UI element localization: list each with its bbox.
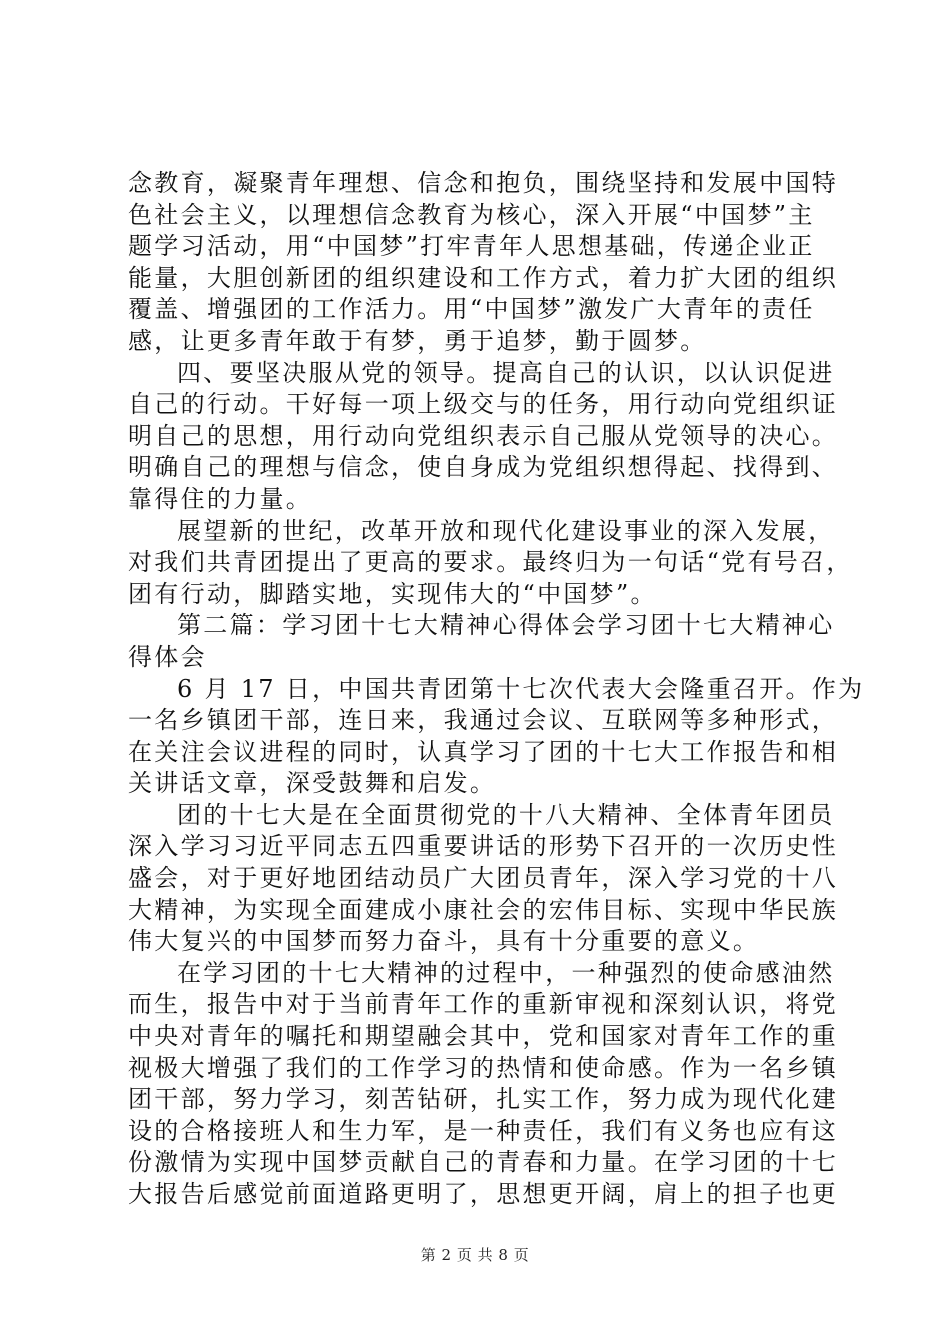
text-line: 设的合格接班人和生力军，是一种责任，我们有义务也应有这	[128, 1116, 839, 1145]
text-line: 深入学习习近平同志五四重要讲话的形势下召开的一次历史性	[128, 832, 839, 861]
text-line: 团有行动，脚踏实地，实现伟大的“中国梦”。	[128, 579, 657, 608]
page-footer: 第 2 页 共 8 页	[420, 1246, 530, 1264]
text-line: 感，让更多青年敢于有梦，勇于追梦，勤于圆梦。	[128, 326, 707, 355]
text-line: 念教育，凝聚青年理想、信念和抱负，围绕坚持和发展中国特	[128, 169, 839, 197]
text-line: 一名乡镇团干部，连日来，我通过会议、互联网等多种形式，	[128, 706, 839, 735]
text-line: 自己的行动。干好每一项上级交与的任务，用行动向党组织证	[128, 390, 839, 419]
text-line: 题学习活动，用“中国梦”打牢青年人思想基础，传递企业正	[128, 232, 815, 261]
text-line: 在学习团的十七大精神的过程中，一种强烈的使命感油然	[177, 958, 835, 987]
text-line: 份激情为实现中国梦贡献自己的青春和力量。在学习团的十七	[128, 1148, 839, 1177]
text-line: 在关注会议进程的同时，认真学习了团的十七大工作报告和相	[128, 737, 839, 766]
text-line: 而生，报告中对于当前青年工作的重新审视和深刻认识，将党	[128, 990, 839, 1019]
text-line: 团的十七大是在全面贯彻党的十八大精神、全体青年团员	[177, 800, 835, 829]
text-line: 四、要坚决服从党的领导。提高自己的认识，以认识促进	[177, 358, 835, 387]
text-line: 大报告后感觉前面道路更明了，思想更开阔，肩上的担子也更	[128, 1180, 839, 1208]
text-line: 盛会，对于更好地团结动员广大团员青年，深入学习党的十八	[128, 864, 839, 893]
text-line: 能量，大胆创新团的组织建设和工作方式，着力扩大团的组织	[128, 263, 839, 292]
text-line: 对我们共青团提出了更高的要求。最终归为一句话“党有号召，	[128, 548, 853, 577]
text-line: 6 月 17 日，中国共青团第十七次代表大会隆重召开。作为	[177, 674, 865, 703]
text-line: 展望新的世纪，改革开放和现代化建设事业的深入发展，	[177, 516, 835, 545]
text-line: 伟大复兴的中国梦而努力奋斗，具有十分重要的意义。	[128, 927, 760, 956]
text-line: 得体会	[128, 642, 207, 671]
text-line: 大精神，为实现全面建成小康社会的宏伟目标、实现中华民族	[128, 895, 839, 924]
text-line: 团干部，努力学习，刻苦钻研，扎实工作，努力成为现代化建	[128, 1085, 839, 1114]
text-line: 色社会主义，以理想信念教育为核心，深入开展“中国梦”主	[128, 200, 815, 229]
text-line: 靠得住的力量。	[128, 484, 313, 513]
text-line: 中央对青年的嘱托和期望融会其中，党和国家对青年工作的重	[128, 1022, 839, 1051]
text-line: 关讲话文章，深受鼓舞和启发。	[128, 769, 497, 798]
body-text	[128, 168, 865, 1211]
text-line: 明确自己的理想与信念，使自身成为党组织想得起、找得到、	[128, 453, 839, 482]
text-line: 视极大增强了我们的工作学习的热情和使命感。作为一名乡镇	[128, 1053, 839, 1082]
text-line: 明自己的思想，用行动向党组织表示自己服从党领导的决心。	[128, 421, 839, 450]
text-line: 第二篇：学习团十七大精神心得体会学习团十七大精神心	[177, 611, 835, 640]
text-line: 覆盖、增强团的工作活力。用“中国梦”激发广大青年的责任	[128, 295, 815, 324]
